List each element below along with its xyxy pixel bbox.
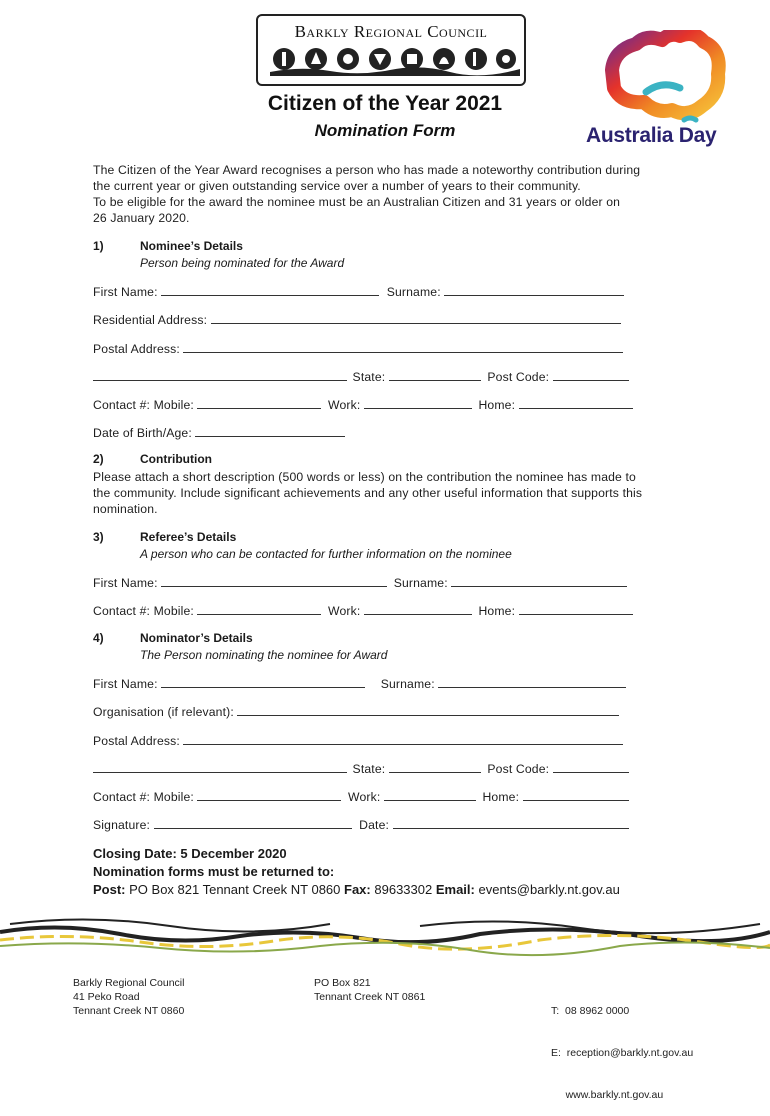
nominator-contact-row — [93, 789, 629, 804]
footer-address-line: Tennant Creek NT 0860 — [73, 1005, 185, 1017]
footer-phone: T: 08 8962 0000 — [551, 1005, 630, 1017]
section-subheading: The Person nominating the nominee for Award — [140, 648, 388, 662]
first-name-label: First Name: — [93, 677, 158, 691]
nominee-work-field[interactable] — [364, 397, 472, 409]
nominee-residential-field[interactable] — [211, 312, 621, 324]
nominator-signature-field[interactable] — [154, 817, 352, 829]
nominee-state-field[interactable] — [389, 369, 481, 381]
fax-value: 89633302 — [374, 882, 433, 897]
referee-surname-field[interactable] — [451, 575, 627, 587]
nominee-first-name-field[interactable] — [161, 284, 379, 296]
nominee-surname-field[interactable] — [444, 284, 624, 296]
referee-work-field[interactable] — [364, 603, 472, 615]
footer-po-box — [314, 976, 425, 1004]
footer-contact — [551, 976, 693, 1116]
section-number: 3) — [93, 530, 104, 544]
contribution-line: nomination. — [93, 502, 158, 516]
nominee-postcode-field[interactable] — [553, 369, 629, 381]
form-title: Citizen of the Year 2021 — [267, 92, 503, 115]
nominee-state-row — [93, 369, 629, 384]
referee-home-field[interactable] — [519, 603, 633, 615]
footer-po-line: Tennant Creek NT 0861 — [314, 991, 426, 1003]
nominator-organisation-field[interactable] — [237, 704, 619, 716]
home-label: Home: — [478, 604, 516, 618]
footer-address-line: 41 Peko Road — [73, 991, 140, 1003]
intro-line: 26 January 2020. — [93, 211, 190, 225]
australia-day-text: Australia Day — [586, 124, 717, 147]
contact-mobile-label: Contact #: Mobile: — [93, 398, 194, 412]
section-number: 4) — [93, 631, 104, 645]
state-label: State: — [352, 762, 386, 776]
nominee-mobile-field[interactable] — [197, 397, 321, 409]
landscape-ground-icon — [270, 66, 520, 76]
nominee-contact-row — [93, 397, 633, 412]
section-heading-contribution: Contribution — [140, 452, 212, 466]
section-heading-referee: Referee’s Details — [140, 530, 237, 544]
footer-website[interactable]: www.barkly.nt.gov.au — [551, 1089, 664, 1101]
nominee-residential-row — [93, 312, 621, 327]
footer-po-line: PO Box 821 — [314, 977, 371, 989]
barkly-council-logo — [256, 14, 526, 86]
referee-mobile-field[interactable] — [197, 603, 321, 615]
section-number: 2) — [93, 452, 104, 466]
first-name-label: First Name: — [93, 576, 158, 590]
postal-address-label: Postal Address: — [93, 342, 180, 356]
section-subheading: Person being nominated for the Award — [140, 256, 345, 270]
work-label: Work: — [328, 398, 361, 412]
nominee-dob-field[interactable] — [195, 425, 345, 437]
nominator-work-field[interactable] — [384, 789, 476, 801]
contact-mobile-label: Contact #: Mobile: — [93, 604, 194, 618]
post-label: Post: — [93, 882, 126, 897]
intro-line: The Citizen of the Year Award recognises a person who has made a noteworthy contribution during — [93, 163, 641, 177]
nominator-state-field[interactable] — [389, 761, 481, 773]
nominator-home-field[interactable] — [523, 789, 629, 801]
work-label: Work: — [348, 790, 381, 804]
footer-address — [73, 976, 184, 1018]
footer-email[interactable]: E: reception@barkly.nt.gov.au — [551, 1047, 694, 1059]
council-logo-text: Barkly Regional Council — [294, 22, 488, 41]
section-heading-nominator: Nominator’s Details — [140, 631, 253, 645]
contribution-paragraph — [93, 469, 642, 517]
referee-contact-row — [93, 603, 633, 618]
nominator-postal-field-2[interactable] — [93, 761, 347, 773]
surname-label: Surname: — [386, 285, 441, 299]
nominator-mobile-field[interactable] — [197, 789, 341, 801]
nominator-signature-row — [93, 817, 629, 832]
postcode-label: Post Code: — [487, 370, 550, 384]
intro-line: To be eligible for the award the nominee must be an Australian Citizen and 31 years or older on — [93, 195, 621, 209]
state-label: State: — [352, 370, 386, 384]
section-number: 1) — [93, 239, 104, 253]
email-link[interactable]: events@barkly.nt.gov.au — [478, 882, 620, 897]
organisation-label: Organisation (if relevant): — [93, 705, 234, 719]
referee-name-row — [93, 575, 627, 590]
nominator-first-name-field[interactable] — [161, 676, 365, 688]
contact-mobile-label: Contact #: Mobile: — [93, 790, 194, 804]
post-value: PO Box 821 Tennant Creek NT 0860 — [129, 882, 341, 897]
contribution-line: Please attach a short description (500 words or less) on the contribution the nominee has made to — [93, 470, 636, 484]
nominator-organisation-row — [93, 704, 619, 719]
surname-label: Surname: — [380, 677, 435, 691]
home-label: Home: — [478, 398, 516, 412]
email-label: Email: — [435, 882, 475, 897]
nominee-name-row — [93, 284, 624, 299]
contribution-line: the community. Include significant achievements and any other useful information that supports this — [93, 486, 643, 500]
return-instructions: Nomination forms must be returned to: — [93, 864, 335, 879]
footer-address-line: Barkly Regional Council — [73, 977, 185, 989]
nominator-state-row — [93, 761, 629, 776]
dob-label: Date of Birth/Age: — [93, 426, 192, 440]
nominator-postcode-field[interactable] — [553, 761, 629, 773]
work-label: Work: — [328, 604, 361, 618]
referee-first-name-field[interactable] — [161, 575, 387, 587]
nominee-dob-row — [93, 425, 345, 440]
home-label: Home: — [482, 790, 520, 804]
postal-address-label: Postal Address: — [93, 734, 180, 748]
footer-decoration-icon — [0, 910, 770, 960]
nominee-postal-field-2[interactable] — [93, 369, 347, 381]
nominator-postal-row — [93, 733, 623, 748]
nominator-surname-field[interactable] — [438, 676, 626, 688]
date-label: Date: — [359, 818, 390, 832]
nominator-name-row — [93, 676, 626, 691]
intro-paragraph — [93, 162, 640, 226]
fax-label: Fax: — [344, 882, 371, 897]
nominee-postal-field[interactable] — [183, 341, 623, 353]
first-name-label: First Name: — [93, 285, 158, 299]
nominator-date-field[interactable] — [393, 817, 629, 829]
residential-address-label: Residential Address: — [93, 313, 208, 327]
section-heading-nominee: Nominee’s Details — [140, 239, 243, 253]
surname-label: Surname: — [393, 576, 448, 590]
signature-label: Signature: — [93, 818, 151, 832]
nominator-postal-field[interactable] — [183, 733, 623, 745]
nominee-postal-row — [93, 341, 623, 356]
intro-line: the current year or given outstanding service over a number of years to their community. — [93, 179, 581, 193]
section-subheading: A person who can be contacted for further information on the nominee — [140, 547, 512, 561]
form-subtitle: Nomination Form — [314, 121, 456, 140]
postcode-label: Post Code: — [487, 762, 550, 776]
closing-info — [93, 845, 620, 899]
nominee-home-field[interactable] — [519, 397, 633, 409]
closing-date: Closing Date: 5 December 2020 — [93, 846, 287, 861]
